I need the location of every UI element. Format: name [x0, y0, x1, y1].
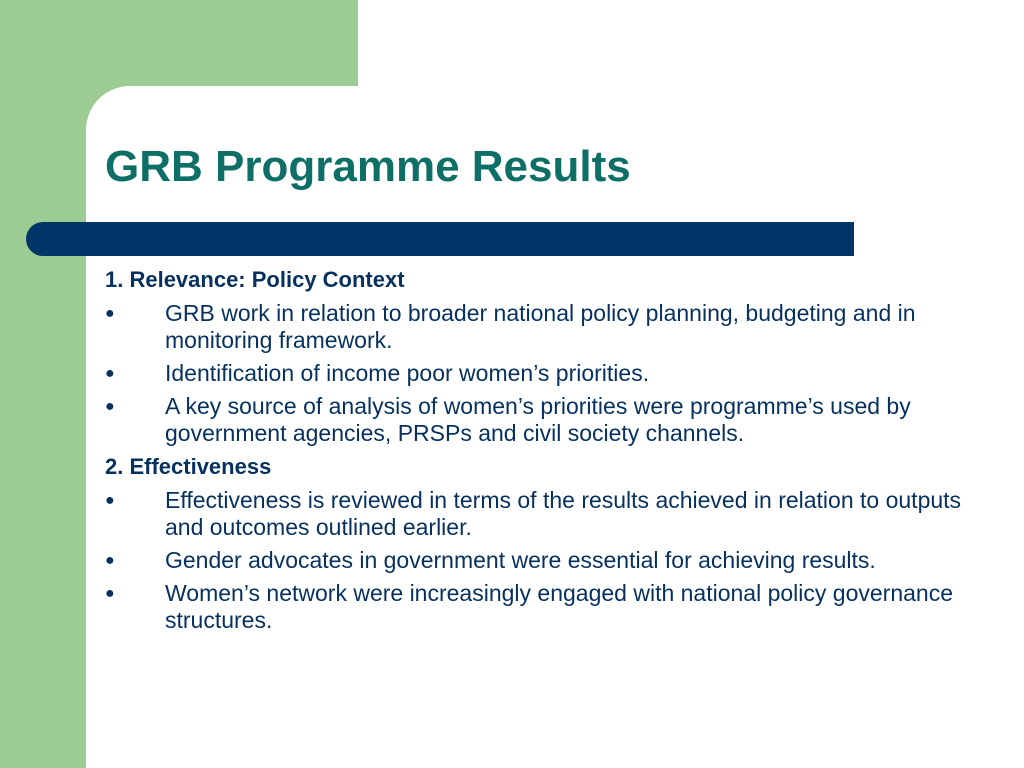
- bullet-dot-icon: ●: [105, 398, 115, 415]
- bullet-text: Women’s network were increasingly engaged with national policy governance structures.: [165, 580, 953, 633]
- bullet-dot-icon: ●: [105, 492, 115, 509]
- bullet-item: [105, 393, 985, 447]
- section-heading-effectiveness: 2. Effectiveness: [105, 454, 272, 479]
- bullet-text: GRB work in relation to broader national policy planning, budgeting and in monitoring framework.: [165, 300, 916, 353]
- bullet-text: Gender advocates in government were essential for achieving results.: [165, 547, 876, 573]
- bullet-item: [105, 547, 985, 574]
- bullet-text: A key source of analysis of women’s priorities were programme’s used by government agencies, PRSPs and civil society channels.: [165, 393, 911, 446]
- section-heading-relevance: 1. Relevance: Policy Context: [105, 267, 405, 292]
- slide-title: GRB Programme Results: [105, 142, 631, 191]
- bullet-item: [105, 487, 985, 541]
- slide-body: [105, 266, 985, 640]
- bullet-item: [105, 300, 985, 354]
- bullet-dot-icon: ●: [105, 365, 115, 382]
- bullet-dot-icon: ●: [105, 552, 115, 569]
- bullet-dot-icon: ●: [105, 305, 115, 322]
- bullet-text: Effectiveness is reviewed in terms of the results achieved in relation to outputs and outcomes outlined earlier.: [165, 487, 962, 540]
- bullet-text: Identification of income poor women’s priorities.: [165, 360, 650, 386]
- bullet-dot-icon: ●: [105, 585, 115, 602]
- title-underline-bar: [26, 222, 854, 256]
- bullet-item: [105, 360, 985, 387]
- bullet-item: [105, 580, 985, 634]
